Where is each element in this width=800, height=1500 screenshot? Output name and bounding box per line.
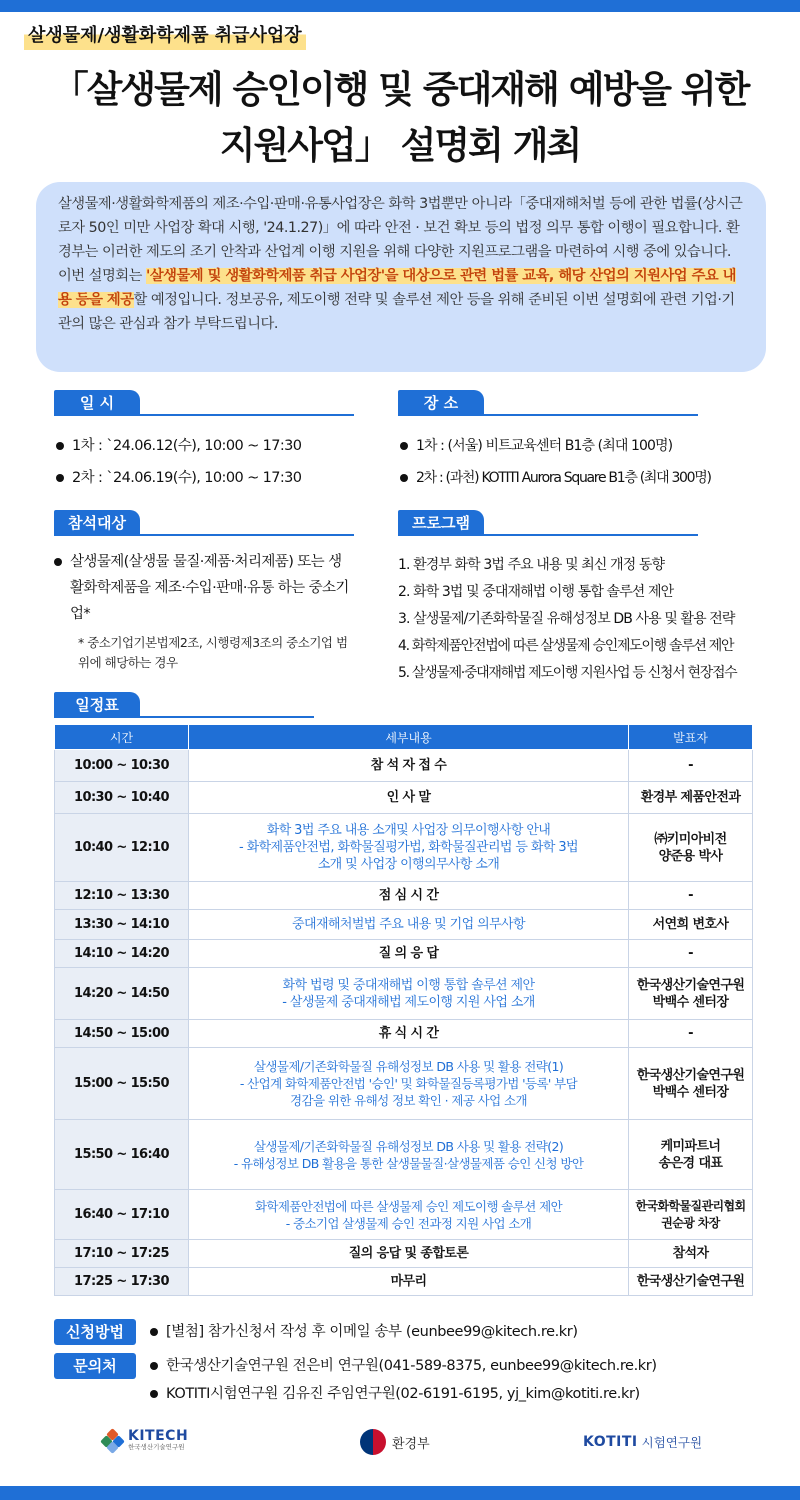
contact-item-1: 한국생산기술연구원 전은비 연구원(041-589-8375, eunbee99@kitech.re.kr) xyxy=(148,1353,657,1379)
row-content xyxy=(189,814,629,882)
kitech-sub: 한국생산기술연구원 xyxy=(128,1443,185,1451)
row-content-line: - 화학제품안전법, 화학물질평가법, 화학물질관리법 등 화학 3법 xyxy=(239,840,578,855)
table-row xyxy=(55,782,753,814)
table-row xyxy=(55,1190,753,1240)
row-content-line: 화학제품안전법에 따른 살생물제 승인 제도이행 솔루션 제안 xyxy=(254,1198,563,1214)
table-row xyxy=(55,1120,753,1190)
row-presenter-line: 한국생산기술연구원 xyxy=(636,1274,745,1289)
kotiti-sub: 시험연구원 xyxy=(641,1435,703,1450)
apply-text: [별첨] 참가신청서 작성 후 이메일 송부 (eunbee99@kitech.re.kr) xyxy=(148,1319,578,1345)
row-presenter xyxy=(629,814,753,882)
row-content-line: 질 의 응 답 xyxy=(378,946,439,961)
row-presenter xyxy=(629,750,753,782)
venue-underline xyxy=(398,414,698,416)
table-row xyxy=(55,1048,753,1120)
row-content-line: - 중소기업 살생물제 승인 전과정 지원 사업 소개 xyxy=(285,1215,532,1231)
row-presenter-line: 송은경 대표 xyxy=(658,1155,723,1171)
row-presenter-line: - xyxy=(688,946,693,961)
row-time: 10:40 ~ 12:10 xyxy=(55,814,189,882)
schedule-header-row xyxy=(55,725,753,750)
row-presenter-line: 권순광 차장 xyxy=(661,1215,720,1230)
row-time: 14:20 ~ 14:50 xyxy=(55,968,189,1020)
program-item-2: 2. 화학 3법 및 중대재해법 이행 통합 솔루션 제안 xyxy=(398,584,674,600)
program-item-5: 5. 살생물제·중대재해법 제도이행 지원사업 등 신청서 현장접수 xyxy=(398,665,737,681)
row-content xyxy=(189,1120,629,1190)
table-row xyxy=(55,968,753,1020)
row-content-line: - 산업계 화학제품안전법 '승인' 및 화학물질등록평가법 '등록' 부담 xyxy=(239,1076,578,1091)
intro-box xyxy=(36,182,766,372)
table-row xyxy=(55,940,753,968)
row-time: 12:10 ~ 13:30 xyxy=(55,882,189,910)
venue-section-header xyxy=(398,390,698,416)
row-presenter-line: - xyxy=(688,758,693,773)
datetime-list xyxy=(54,430,384,494)
program-label: 프로그램 xyxy=(398,510,484,536)
row-content-line: 살생물제/기존화학물질 유해성정보 DB 사용 및 활용 전략(1) xyxy=(253,1059,564,1074)
apply-section xyxy=(54,1319,136,1345)
row-presenter-line: 한국화학물질관리협회 xyxy=(635,1198,746,1213)
row-content xyxy=(189,1240,629,1268)
header-time: 시간 xyxy=(55,725,189,750)
row-content xyxy=(189,1268,629,1296)
row-presenter xyxy=(629,1240,753,1268)
row-content-line: 점 심 시 간 xyxy=(378,888,439,903)
row-presenter xyxy=(629,882,753,910)
row-time: 10:30 ~ 10:40 xyxy=(55,782,189,814)
moe-logo xyxy=(360,1429,430,1455)
kitech-logo xyxy=(102,1429,188,1452)
category-tag: 살생물제/생활화학제품 취급사업장 xyxy=(24,22,306,50)
row-content xyxy=(189,882,629,910)
venue-label: 장 소 xyxy=(398,390,484,416)
table-row xyxy=(55,814,753,882)
row-presenter-line: 한국생산기술연구원 xyxy=(636,1067,745,1083)
row-presenter xyxy=(629,1120,753,1190)
program-item-4: 4. 화학제품안전법에 따른 살생물제 승인제도이행 솔루션 제안 xyxy=(398,638,734,654)
contact-label: 문의처 xyxy=(54,1353,136,1379)
row-presenter-line: 한국생산기술연구원 xyxy=(636,977,745,993)
row-content-line: 중대재해처벌법 주요 내용 및 기업 의무사항 xyxy=(292,917,525,932)
row-presenter-line: 박백수 센터장 xyxy=(652,1084,729,1100)
footer-logos xyxy=(0,1425,800,1465)
kotiti-logo xyxy=(583,1433,702,1451)
row-time: 15:00 ~ 15:50 xyxy=(55,1048,189,1120)
datetime-label: 일 시 xyxy=(54,390,140,416)
table-row xyxy=(55,1020,753,1048)
program-item-1: 1. 환경부 화학 3법 주요 내용 및 최신 개정 동향 xyxy=(398,557,665,573)
schedule-underline xyxy=(54,716,314,718)
row-content-line: 인 사 말 xyxy=(386,790,431,805)
row-content-line: 살생물제/기존화학물질 유해성정보 DB 사용 및 활용 전략(2) xyxy=(253,1138,564,1154)
moe-name: 환경부 xyxy=(392,1436,430,1452)
kotiti-name: KOTITI xyxy=(583,1434,638,1450)
row-content-line: - 유해성정보 DB 활용을 통한 살생물물질·살생물제품 승인 신청 방안 xyxy=(233,1155,584,1171)
taegeuk-icon xyxy=(360,1429,386,1455)
intro-p2-before: 이번 설명회는 xyxy=(58,268,146,284)
row-presenter xyxy=(629,1020,753,1048)
target-label: 참석대상 xyxy=(54,510,140,536)
row-content xyxy=(189,782,629,814)
target-underline xyxy=(54,534,354,536)
row-content-line: 소개 및 사업장 이행의무사항 소개 xyxy=(317,857,500,872)
contact-section xyxy=(54,1353,136,1379)
title-line-1: 「살생물제 승인이행 및 중대재해 예방을 위한 xyxy=(51,68,749,111)
contact-item-2: KOTITI시험연구원 김유진 주임연구원(02-6191-6195, yj_kim@kotiti.re.kr) xyxy=(148,1381,640,1407)
row-content xyxy=(189,1048,629,1120)
row-content-line: 휴 식 시 간 xyxy=(378,1026,439,1041)
row-presenter xyxy=(629,1190,753,1240)
intro-highlight: '살생물제 및 생활화학제품 취급 사업장'을 대상으로 관련 법률 교육, 해당 산업의 지원사업 주요 내용 등을 제공 xyxy=(58,268,736,308)
row-presenter xyxy=(629,940,753,968)
row-time: 16:40 ~ 17:10 xyxy=(55,1190,189,1240)
row-content xyxy=(189,1190,629,1240)
target-footnote: * 중소기업기본법제2조, 시행령제3조의 중소기업 범위에 해당하는 경우 xyxy=(78,635,348,670)
row-content xyxy=(189,750,629,782)
row-presenter-line: 케미파트너 xyxy=(660,1138,721,1154)
apply-label: 신청방법 xyxy=(54,1319,136,1345)
venue-item-1: 1차 : (서울) 비트교육센터 B1층 (최대 100명) xyxy=(398,430,793,462)
row-content-line: 질의 응답 및 종합토론 xyxy=(348,1246,469,1261)
datetime-section-header xyxy=(54,390,354,416)
row-time: 17:10 ~ 17:25 xyxy=(55,1240,189,1268)
row-content xyxy=(189,968,629,1020)
kitech-name: KITECH xyxy=(128,1428,189,1444)
row-content-line: 화학 3법 주요 내용 소개및 사업장 의무이행사항 안내 xyxy=(266,823,551,838)
page-title xyxy=(0,62,800,174)
row-content-line: - 살생물제 중대재해법 제도이행 지원 사업 소개 xyxy=(282,994,535,1010)
header-presenter: 발표자 xyxy=(629,725,753,750)
program-list xyxy=(398,552,788,687)
table-row xyxy=(55,882,753,910)
intro-p2-after: 할 예정입니다. 정보공유, 제도이행 전략 및 솔루션 제안 등을 위해 준비된 이번 설명회에 관련 기업·기관의 많은 관심과 참가 부탁드립니다. xyxy=(58,292,735,332)
program-item-3: 3. 살생물제/기존화학물질 유해성정보 DB 사용 및 활용 전략 xyxy=(398,611,735,627)
row-presenter-line: - xyxy=(688,888,693,903)
row-time: 13:30 ~ 14:10 xyxy=(55,910,189,940)
program-underline xyxy=(398,534,698,536)
intro-paragraph-1: 살생물제·생활화학제품의 제조·수입·판매·유통사업장은 화학 3법뿐만 아니라「중대재해처벌 등에 관한 법률(상시근로자 50인 미만 사업장 확대 시행, '24.1.27)」에 따라 안전 · 보건 확보 등의 법정 의무 통합 이행이 필요합니다. 환경부는 이러한 제도의 조기 안착과 산업계 이행 지원을 위해 다양한 지원프로그램을 마련하여 시행 중에 있습니다. xyxy=(58,196,743,260)
row-presenter xyxy=(629,968,753,1020)
kitech-mark-icon xyxy=(102,1430,124,1452)
row-content-line: 마무리 xyxy=(390,1274,427,1289)
target-content xyxy=(54,549,354,673)
schedule-table xyxy=(54,724,753,1296)
row-time: 15:50 ~ 16:40 xyxy=(55,1120,189,1190)
program-section-header xyxy=(398,510,698,536)
target-main-text: 살생물제(살생물 물질·제품·처리제품) 또는 생활화학제품을 제조·수입·판매·유통 하는 중소기업* xyxy=(54,549,354,627)
schedule-section-header xyxy=(54,692,314,718)
row-presenter-line: - xyxy=(688,1026,693,1041)
row-presenter xyxy=(629,1268,753,1296)
row-presenter-line: 환경부 제품안전과 xyxy=(640,790,741,805)
row-content xyxy=(189,940,629,968)
intro-paragraph-2 xyxy=(58,264,746,336)
row-time: 10:00 ~ 10:30 xyxy=(55,750,189,782)
title-line-2: 지원사업」 설명회 개최 xyxy=(219,124,581,167)
row-presenter-line: 참석자 xyxy=(672,1246,709,1261)
row-presenter-line: ㈜키미아비전 xyxy=(654,831,727,847)
table-row xyxy=(55,1268,753,1296)
datetime-item-1: 1차 : `24.06.12(수), 10:00 ~ 17:30 xyxy=(54,430,384,462)
row-time: 14:10 ~ 14:20 xyxy=(55,940,189,968)
top-accent-bar xyxy=(0,0,800,12)
row-presenter-line: 양준용 박사 xyxy=(658,848,723,864)
row-content-line: 화학 법령 및 중대재해법 이행 통합 솔루션 제안 xyxy=(282,977,535,993)
table-row xyxy=(55,750,753,782)
row-content xyxy=(189,1020,629,1048)
row-presenter-line: 박백수 센터장 xyxy=(652,994,729,1010)
row-presenter xyxy=(629,1048,753,1120)
table-row xyxy=(55,910,753,940)
schedule-label: 일정표 xyxy=(54,692,140,718)
row-content-line: 경감을 위한 유해성 정보 확인 · 제공 사업 소개 xyxy=(290,1093,527,1108)
venue-list xyxy=(398,430,793,494)
datetime-item-2: 2차 : `24.06.19(수), 10:00 ~ 17:30 xyxy=(54,462,384,494)
row-time: 17:25 ~ 17:30 xyxy=(55,1268,189,1296)
row-content-line: 참 석 자 접 수 xyxy=(370,758,447,773)
row-time: 14:50 ~ 15:00 xyxy=(55,1020,189,1048)
bottom-accent-bar xyxy=(0,1486,800,1500)
row-presenter xyxy=(629,782,753,814)
row-presenter xyxy=(629,910,753,940)
row-content xyxy=(189,910,629,940)
venue-item-2: 2차 : (과천) KOTITI Aurora Square B1층 (최대 300명) xyxy=(398,462,793,494)
header-content: 세부내용 xyxy=(189,725,629,750)
table-row xyxy=(55,1240,753,1268)
target-section-header xyxy=(54,510,354,536)
row-presenter-line: 서연희 변호사 xyxy=(652,917,729,932)
datetime-underline xyxy=(54,414,354,416)
